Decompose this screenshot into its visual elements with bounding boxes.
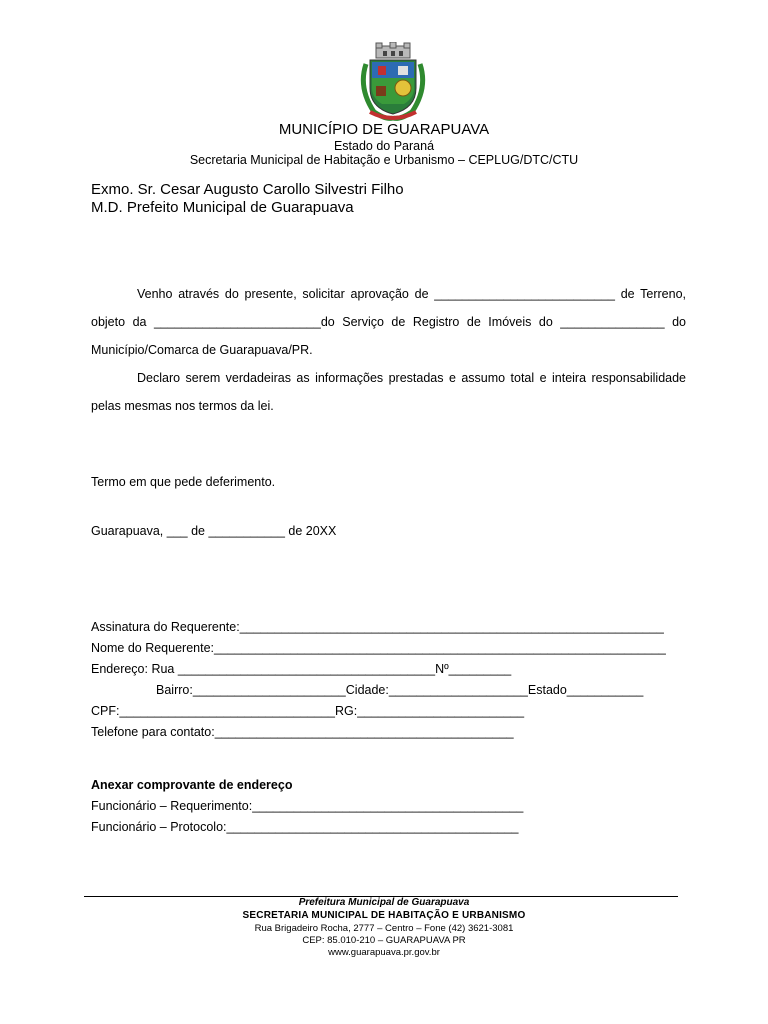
footer-city-hall: Prefeitura Municipal de Guarapuava xyxy=(298,897,470,908)
footer-website: www.guarapuava.pr.gov.br xyxy=(328,947,440,958)
phone-field: Telefone para contato:___________________________________________ xyxy=(91,725,514,739)
addressee-name: Exmo. Sr. Cesar Augusto Carollo Silvestri Filho xyxy=(91,181,404,198)
department-name: Secretaria Municipal de Habitação e Urbanismo – CEPLUG/DTC/CTU xyxy=(189,153,579,167)
employee-request-field: Funcionário – Requerimento:_______________________________________ xyxy=(91,799,524,813)
attach-note: Anexar comprovante de endereço xyxy=(91,778,293,792)
footer-address: Rua Brigadeiro Rocha, 2777 – Centro – Fone (42) 3621-3081 xyxy=(254,923,514,934)
name-field: Nome do Requerente:_________________________________________________________________ xyxy=(91,641,666,655)
signature-field: Assinatura do Requerente:_____________________________________________________________ xyxy=(91,620,664,634)
request-line-3: Município/Comarca de Guarapuava/PR. xyxy=(91,343,313,357)
footer-department: SECRETARIA MUNICIPAL DE HABITAÇÃO E URBANISMO xyxy=(242,910,526,921)
declaration-line-2: pelas mesmas nos termos da lei. xyxy=(91,399,274,413)
cpf-rg-field: CPF:_______________________________RG:________________________ xyxy=(91,704,525,718)
declaration-line-1: Declaro serem verdadeiras as informações prestadas e assumo total e inteira responsabilidade xyxy=(137,371,686,385)
address-field: Endereço: Rua _____________________________________Nº_________ xyxy=(91,662,512,676)
municipal-coat-of-arms-icon xyxy=(356,42,430,122)
request-line-2: objeto da ________________________do Serviço de Registro de Imóveis do _______________ do xyxy=(91,315,686,329)
footer-postal-code: CEP: 85.010-210 – GUARAPUAVA PR xyxy=(302,935,466,946)
neighborhood-city-state-field: Bairro:______________________Cidade:____________________Estado___________ xyxy=(156,683,644,697)
date-line: Guarapuava, ___ de ___________ de 20XX xyxy=(91,524,337,538)
employee-protocol-field: Funcionário – Protocolo:__________________________________________ xyxy=(91,820,519,834)
addressee-title: M.D. Prefeito Municipal de Guarapuava xyxy=(91,199,354,216)
request-line-1: Venho através do presente, solicitar aprovação de __________________________ de Terreno, xyxy=(137,287,686,301)
municipality-title: MUNICÍPIO DE GUARAPUAVA xyxy=(278,121,490,138)
state-name: Estado do Paraná xyxy=(333,139,435,153)
closing-statement: Termo em que pede deferimento. xyxy=(91,475,276,489)
